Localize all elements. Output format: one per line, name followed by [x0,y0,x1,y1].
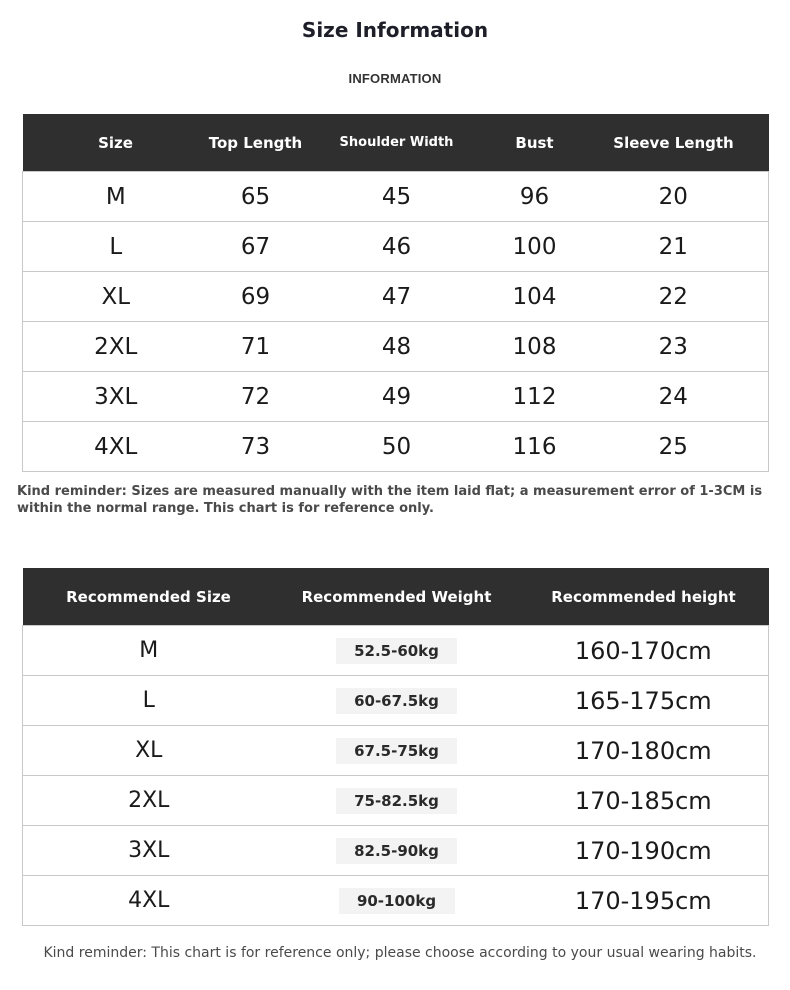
recommendation-header-row [23,568,769,626]
cell-top-length: 67 [209,222,303,272]
cell-recommended-size: M [23,626,275,676]
header-recommended-size: Recommended Size [23,568,275,626]
cell-recommended-size: 3XL [23,826,275,876]
cell-shoulder-width: 47 [303,272,491,322]
weight-value: 67.5-75kg [336,738,457,764]
cell-recommended-size: 2XL [23,776,275,826]
measurement-reminder: Kind reminder: Sizes are measured manually with the item laid flat; a measurement error of 1-3CM is within the normal range. This chart is for reference only. [17,484,763,516]
cell-recommended-weight [275,876,519,926]
table-row [23,172,769,222]
weight-value: 82.5-90kg [336,838,457,864]
header-sleeve-length: Sleeve Length [579,114,769,172]
table-row [23,422,769,472]
cell-recommended-size: 4XL [23,876,275,926]
cell-recommended-weight [275,726,519,776]
table-row [23,322,769,372]
recommendation-table [22,568,769,926]
cell-recommended-height: 160-170cm [519,626,769,676]
table-row [23,776,769,826]
cell-bust: 104 [491,272,579,322]
cell-sleeve-length: 20 [579,172,769,222]
cell-sleeve-length: 22 [579,272,769,322]
recommendation-reminder: Kind reminder: This chart is for reference only; please choose according to your usual wearing habits. [43,945,757,961]
cell-recommended-height: 170-190cm [519,826,769,876]
header-top-length: Top Length [209,114,303,172]
cell-top-length: 69 [209,272,303,322]
cell-size: 4XL [23,422,209,472]
cell-recommended-height: 165-175cm [519,676,769,726]
cell-bust: 108 [491,322,579,372]
table-row [23,222,769,272]
cell-shoulder-width: 49 [303,372,491,422]
cell-top-length: 73 [209,422,303,472]
measurement-table [22,114,769,472]
cell-size: 3XL [23,372,209,422]
weight-value: 60-67.5kg [336,688,457,714]
table-row [23,676,769,726]
cell-bust: 96 [491,172,579,222]
weight-value: 90-100kg [339,888,455,914]
page-subtitle: INFORMATION [348,71,442,86]
header-bust: Bust [491,114,579,172]
header-recommended-height: Recommended height [519,568,769,626]
cell-recommended-height: 170-185cm [519,776,769,826]
cell-sleeve-length: 25 [579,422,769,472]
cell-size: M [23,172,209,222]
cell-recommended-height: 170-180cm [519,726,769,776]
cell-sleeve-length: 24 [579,372,769,422]
cell-recommended-weight [275,826,519,876]
table-row [23,726,769,776]
cell-shoulder-width: 45 [303,172,491,222]
cell-recommended-size: L [23,676,275,726]
cell-sleeve-length: 23 [579,322,769,372]
cell-bust: 116 [491,422,579,472]
cell-size: XL [23,272,209,322]
cell-shoulder-width: 50 [303,422,491,472]
table-row [23,876,769,926]
header-size: Size [23,114,209,172]
cell-recommended-size: XL [23,726,275,776]
cell-recommended-weight [275,776,519,826]
cell-recommended-weight [275,676,519,726]
cell-recommended-height: 170-195cm [519,876,769,926]
cell-top-length: 65 [209,172,303,222]
cell-size: 2XL [23,322,209,372]
header-shoulder-width: Shoulder Width [303,114,491,172]
page-title: Size Information [301,18,489,42]
cell-bust: 100 [491,222,579,272]
weight-value: 75-82.5kg [336,788,457,814]
weight-value: 52.5-60kg [336,638,457,664]
table-row [23,626,769,676]
cell-shoulder-width: 46 [303,222,491,272]
cell-bust: 112 [491,372,579,422]
table-row [23,372,769,422]
cell-size: L [23,222,209,272]
table-row [23,272,769,322]
cell-top-length: 71 [209,322,303,372]
header-recommended-weight: Recommended Weight [275,568,519,626]
cell-shoulder-width: 48 [303,322,491,372]
table-row [23,826,769,876]
cell-recommended-weight [275,626,519,676]
cell-top-length: 72 [209,372,303,422]
measurement-header-row [23,114,769,172]
cell-sleeve-length: 21 [579,222,769,272]
